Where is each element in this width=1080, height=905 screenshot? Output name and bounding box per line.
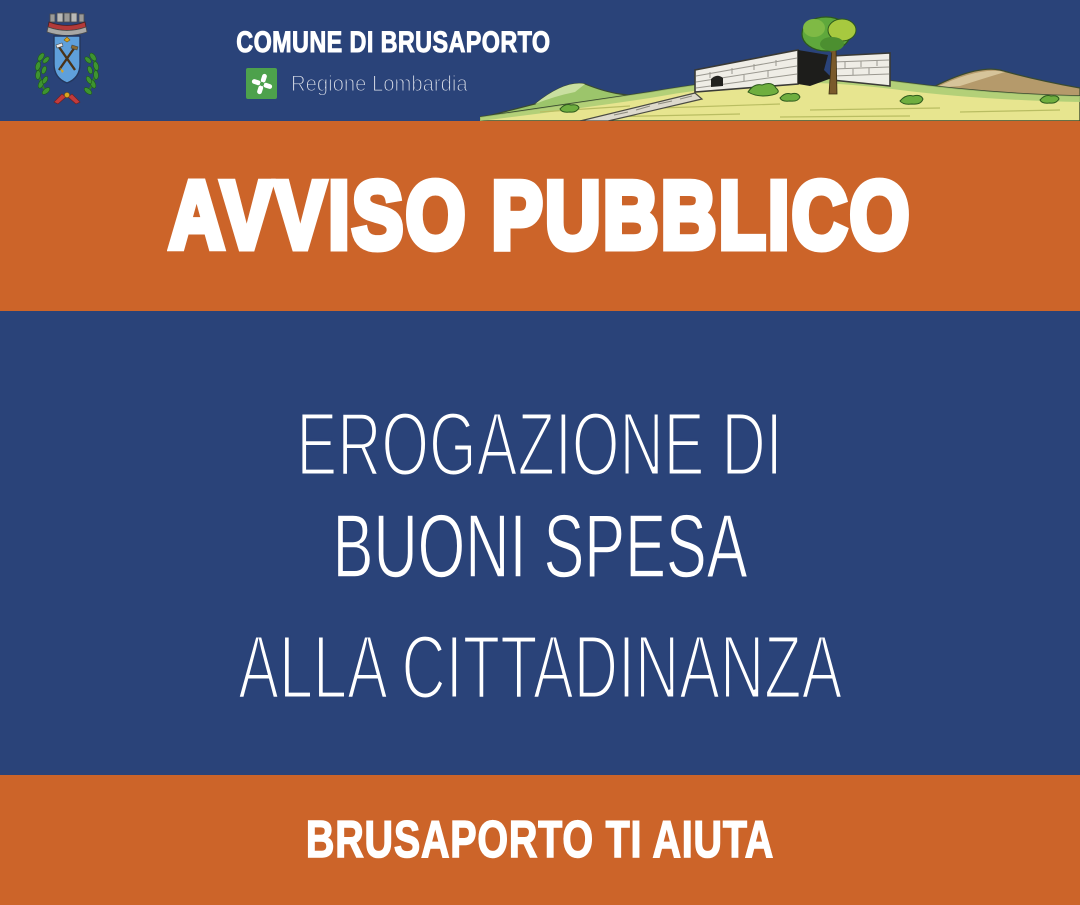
banner-title: AVVISO PUBBLICO	[168, 162, 912, 269]
crown	[47, 13, 87, 36]
footer-slogan: BRUSAPORTO TI AIUTA	[305, 811, 775, 869]
main-line-3: ALLA CITTADINANZA	[237, 618, 843, 718]
main-section	[0, 311, 1080, 775]
footer-banner	[0, 775, 1080, 905]
coat-of-arms-icon	[26, 12, 108, 112]
rosa-camuna-icon	[246, 68, 277, 99]
main-line-1: EROGAZIONE DI	[296, 395, 784, 495]
main-line-2: BUONI SPESA	[332, 497, 748, 597]
header	[0, 0, 1080, 121]
avviso-banner	[0, 121, 1080, 311]
hillside-ruin-illustration	[480, 0, 1080, 121]
municipality-title: COMUNE DI BRUSAPORTO	[236, 26, 551, 59]
region-label: Regione Lombardia	[291, 70, 469, 96]
ribbon	[54, 92, 80, 104]
shield	[54, 36, 80, 83]
